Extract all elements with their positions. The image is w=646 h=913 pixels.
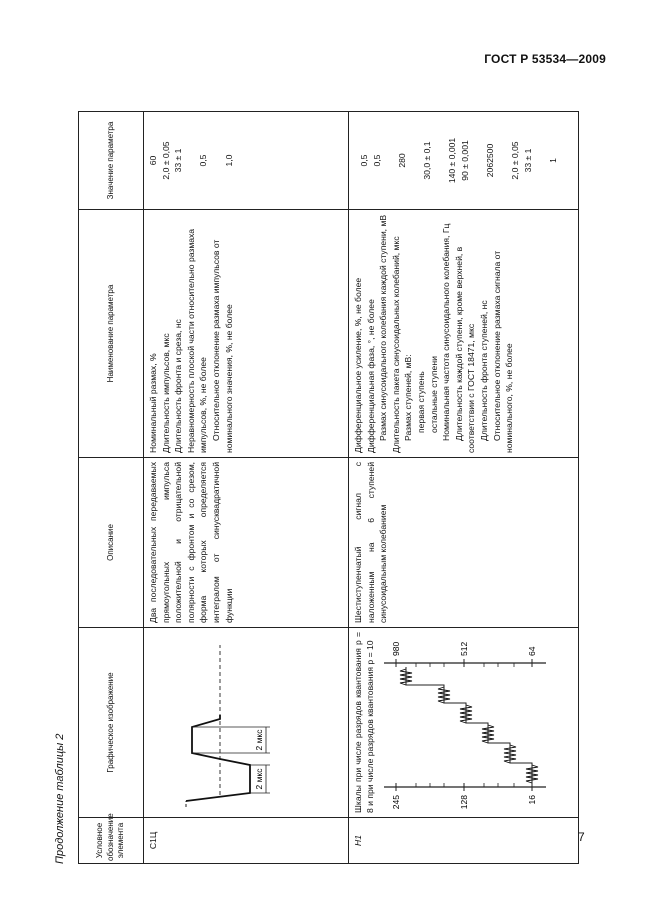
document-standard-number: ГОСТ Р 53534—2009 (484, 52, 606, 66)
table-row (144, 112, 349, 864)
parameter-item: Номинальная частота синусоидального колебания, Гц (441, 223, 452, 441)
parameter-item: Неравномерность плоской части относительно размаха импульсов, %, не более (185, 228, 209, 453)
row-description: Шестиступенчатый сигнал с наложенным на 6 ступеней синусоидальным колебанием (349, 458, 579, 628)
col-header-figure: Графическое изображение (79, 628, 144, 818)
parameter-item: Размах синусоидального колебания каждой ступени, мВ (378, 214, 389, 441)
scale-label-left: 16 (527, 795, 537, 805)
col-header-value: Значение параметра (79, 112, 144, 210)
scale-label-right: 512 (459, 641, 469, 656)
parameter-item: Длительность импульсов, мкс (160, 333, 171, 453)
row-code: Н1 (349, 818, 579, 864)
scale-label-left: 128 (459, 795, 469, 810)
value-item: 1 (547, 158, 558, 163)
value-item: 2,0 ± 0,05 (160, 141, 171, 180)
value-item: 90 ± 0,001 (459, 140, 470, 181)
value-item: 1,0 (223, 154, 234, 167)
parameter-item: Относительное отклонение размаха сигнала от номинального, %, не более (491, 250, 515, 453)
parameter-item: Относительное отклонение размаха импульсов от номинального значения, %, не более (210, 239, 234, 453)
pulse-waveform-figure (146, 633, 336, 815)
row-description: Два последовательных передаваемых прямоугольных импульса положительной и отрицательной полярности с фронтом и со срезом, форма которых определяется интегралом от синусквадратичной функции (144, 458, 349, 628)
row-values (349, 112, 579, 210)
table-header-row (79, 112, 144, 864)
staircase-waveform-figure (376, 631, 551, 813)
figure-caption-text: Шкалы при числе разрядов квантования p = 8 и при числе разрядов квантования p = 10 (353, 632, 375, 813)
value-item: 2062500 (484, 143, 495, 178)
col-header-description: Описание (79, 458, 144, 628)
table-caption: Продолжение таблицы 2 (54, 733, 66, 864)
parameter-item: Номинальный размах, % (148, 353, 158, 453)
col-header-parameter: Наименование параметра (79, 210, 144, 458)
value-item: 33 ± 1 (522, 148, 533, 173)
parameter-item: Длительность пакета синусоидальных колебаний, мкс (390, 236, 401, 453)
value-item: 30,0 ± 0,1 (421, 141, 432, 180)
value-item: 33 ± 1 (173, 148, 184, 173)
parameter-item: Длительность фронта и среза, нс (173, 319, 184, 453)
rotated-table-block (54, 88, 588, 864)
parameter-item: Размах ступеней, мВ: (403, 354, 414, 441)
row-parameters (144, 210, 349, 458)
scale-label-right: 64 (527, 646, 537, 656)
value-item: 0,5 (198, 154, 209, 167)
row-values (144, 112, 349, 210)
scale-label-left: 245 (391, 795, 401, 810)
table-row (349, 112, 579, 864)
scale-label-right: 980 (391, 641, 401, 656)
parameter-item: Дифференциальная фаза, °, не более (365, 299, 376, 453)
parameter-item: первая ступень (415, 371, 426, 433)
row-figure (349, 628, 579, 818)
value-item: 280 (396, 153, 407, 168)
parameter-item: Длительность фронта ступеней, нс (478, 300, 489, 441)
pulse-width-label-a: 2 мкс (254, 768, 264, 790)
row-code: С1Ц (144, 818, 349, 864)
parameter-item: Дифференциальное усиление, %, не более (353, 277, 363, 453)
page-number: 7 (578, 830, 585, 844)
value-item: 0,5 (371, 154, 382, 167)
col-header-code: Условное обозначение элемента (79, 818, 144, 864)
value-item: 60 (148, 155, 158, 166)
parameter-item: остальные ступени (428, 356, 439, 433)
pulse-width-label-b: 2 мкс (254, 729, 264, 751)
row-figure (144, 628, 349, 818)
parameter-item: Длительность каждой ступени, кроме верхней, в соответствии с ГОСТ 18471, мкс (453, 246, 477, 453)
parameters-table (78, 111, 579, 864)
value-item: 0,5 (359, 154, 369, 167)
value-item: 2,0 ± 0,05 (510, 141, 521, 180)
row-parameters (349, 210, 579, 458)
value-item: 140 ± 0,001 (447, 137, 458, 184)
